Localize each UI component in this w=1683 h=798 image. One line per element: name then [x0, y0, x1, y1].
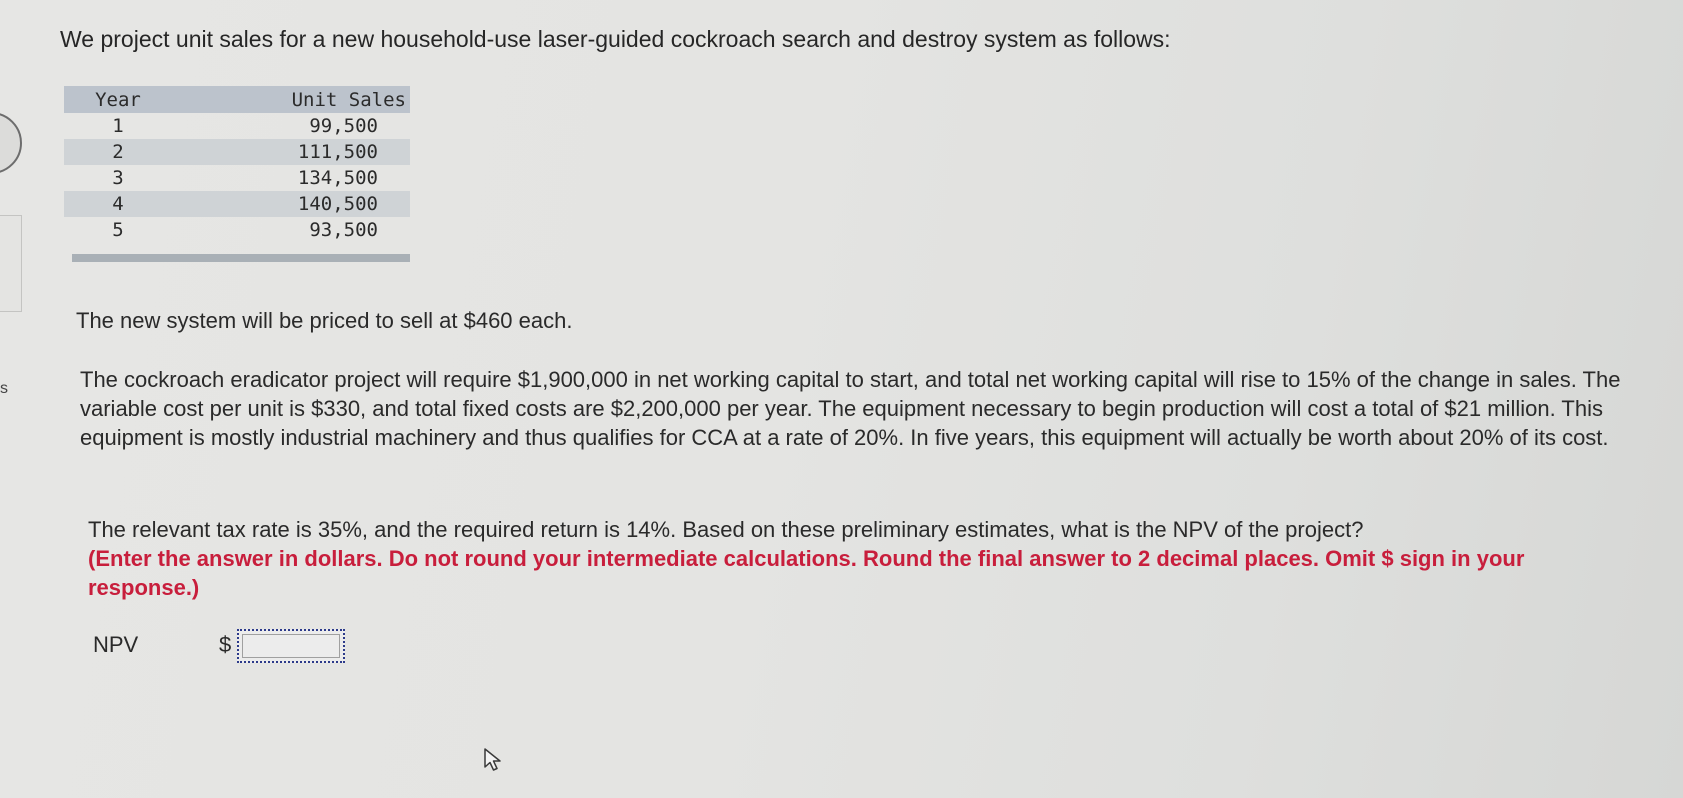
npv-answer-input[interactable]: [237, 629, 345, 663]
header-year: Year: [64, 86, 172, 113]
price-paragraph: The new system will be priced to sell at $460 each.: [76, 308, 573, 333]
mouse-pointer-icon: [483, 747, 505, 773]
partial-label: s: [0, 380, 8, 397]
table-bottom-rule: [72, 254, 410, 262]
table-row: [64, 191, 410, 217]
cell-unit-sales: 111,500: [172, 139, 410, 165]
cell-unit-sales: 99,500: [309, 115, 378, 137]
npv-label: NPV: [93, 632, 139, 657]
unit-sales-table: [64, 86, 410, 243]
table-row: [64, 217, 410, 243]
table-row: [64, 139, 410, 165]
table-header-row: [64, 86, 410, 113]
cell-unit-sales: 140,500: [172, 191, 410, 217]
header-unit-sales: Unit Sales: [172, 86, 410, 113]
answer-instruction: (Enter the answer in dollars. Do not round your intermediate calculations. Round the final answer to 2 decimal places. Omit $ sign in your response.): [88, 546, 1525, 600]
cell-year: 4: [64, 191, 172, 217]
cell-unit-sales: 134,500: [297, 167, 378, 189]
cell-unit-sales: 93,500: [309, 219, 378, 241]
partial-circle-icon: [0, 112, 22, 174]
cell-year: 1: [112, 115, 124, 137]
question-text: The relevant tax rate is 35%, and the required return is 14%. Based on these preliminary estimates, what is the NPV of the project?: [88, 517, 1364, 542]
left-edge-fragment: [0, 0, 20, 798]
question-paragraph: [88, 515, 1638, 602]
project-paragraph: The cockroach eradicator project will require $1,900,000 in net working capital to start, and total net working capital will rise to 15% of the change in sales. The variable cost per unit is $330, and total fixed costs are $2,200,000 per year. The equipment necessary to begin production will cost a total of $21 million. This equipment is mostly industrial machinery and thus qualifies for CCA at a rate of 20%. In five years, this equipment will actually be worth about 20% of its cost.: [80, 367, 1621, 450]
currency-symbol: $: [219, 632, 232, 657]
table-row: [64, 165, 410, 191]
cell-year: 3: [112, 167, 124, 189]
cell-year: 2: [64, 139, 172, 165]
table-row: [64, 113, 410, 139]
question-intro: We project unit sales for a new household-use laser-guided cockroach search and destroy system as follows:: [60, 26, 1171, 52]
cell-year: 5: [112, 219, 124, 241]
partial-panel: [0, 215, 22, 312]
